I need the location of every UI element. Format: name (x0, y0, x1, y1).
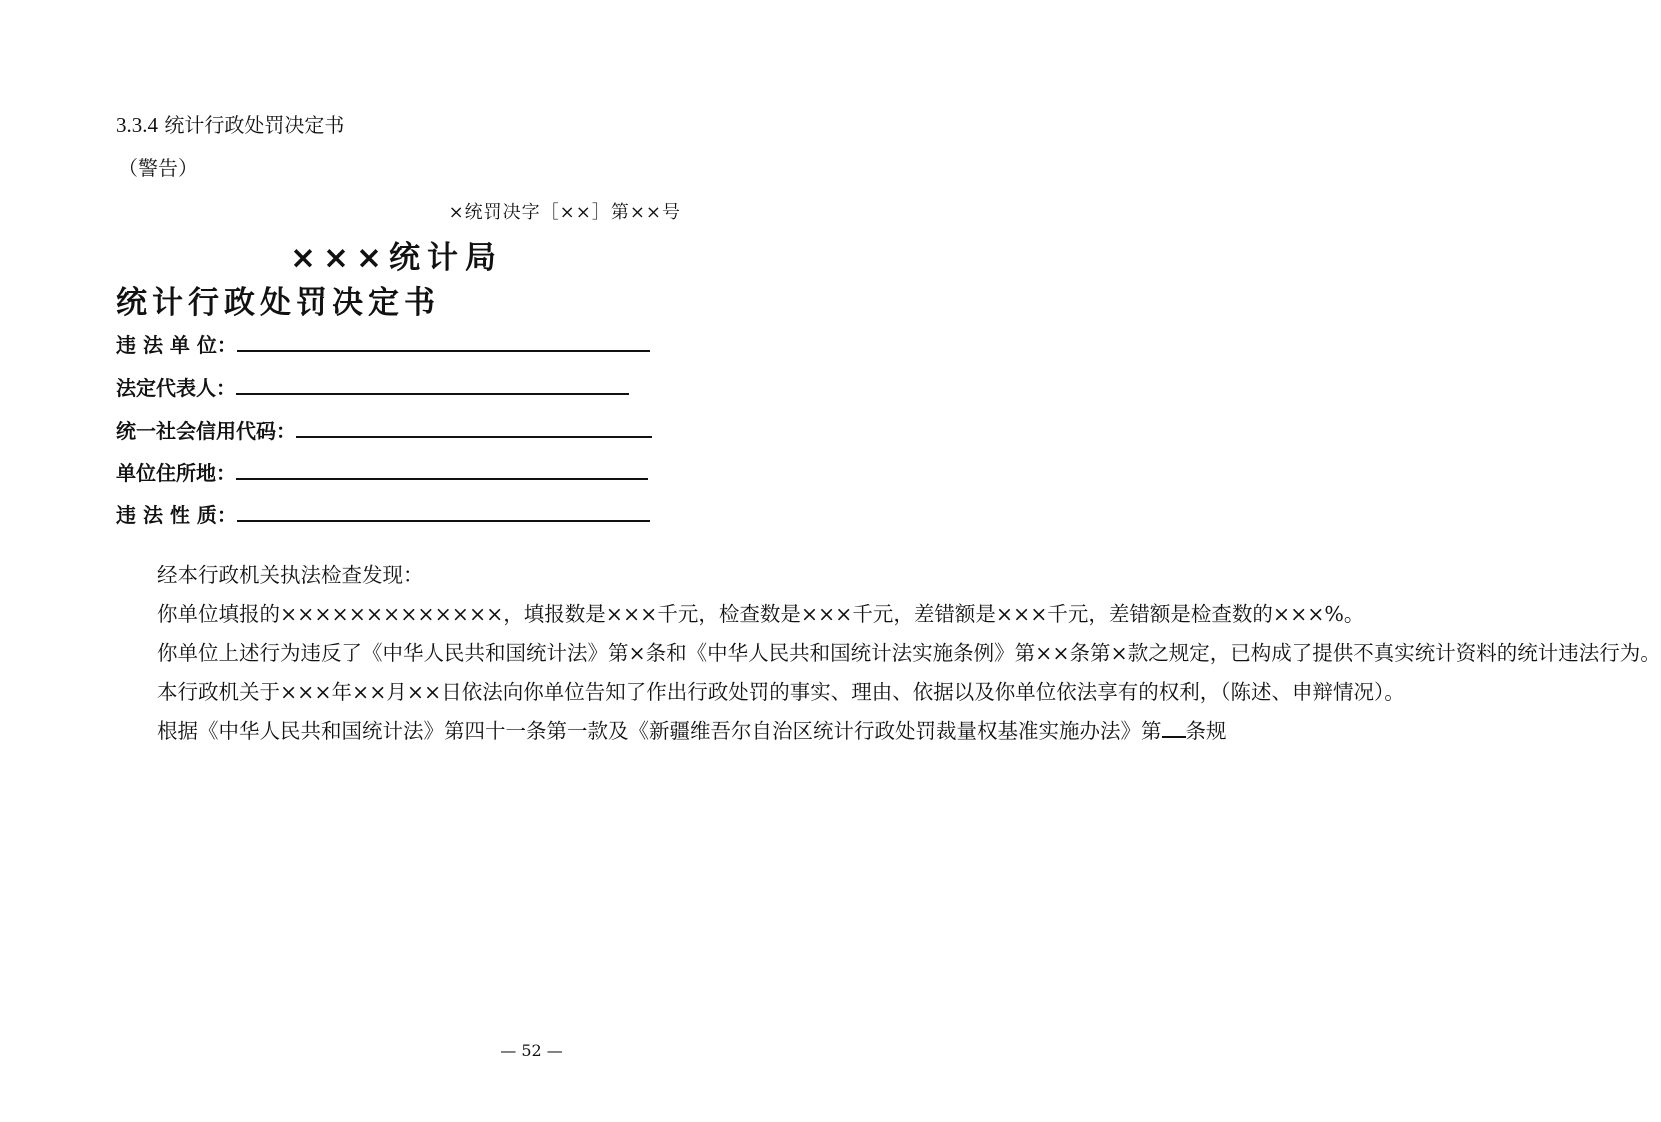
fill-in-line (236, 393, 629, 395)
field-violation-nature (116, 498, 650, 528)
warning-subnote: （警告） (118, 156, 198, 180)
field-unit-address (116, 456, 648, 486)
document-title: 统计行政处罚决定书 (116, 285, 440, 321)
legal-basis-text-cont: 条规 (1185, 719, 1227, 743)
fill-in-line (237, 520, 650, 522)
document-number: ×统罚决字［××］第××号 (448, 202, 681, 223)
body-paragraph-legal-basis (116, 712, 1227, 751)
field-label: 违 法 单 位： (116, 333, 237, 357)
body-paragraph-findings: 你单位填报的×××××××××××××，填报数是×××千元，检查数是×××千元，差错额是×××千元，差错额是检查数的×××%。 (157, 602, 1365, 626)
field-label: 违 法 性 质： (116, 503, 237, 527)
fill-in-line (296, 436, 652, 438)
section-heading (116, 109, 344, 138)
legal-basis-text: 根据《中华人民共和国统计法》第四十一条第一款及《新疆维吾尔自治区统计行政处罚裁量权基准实施办法》第 (157, 719, 1162, 743)
fill-in-blank (1162, 718, 1186, 738)
field-label: 法定代表人： (116, 376, 236, 400)
fill-in-line (237, 350, 650, 352)
section-title: 统计行政处罚决定书 (164, 113, 345, 137)
decision-body (116, 556, 1661, 751)
field-label: 统一社会信用代码： (116, 419, 296, 443)
section-number: 3.3.4 (116, 113, 158, 137)
fill-in-line (236, 478, 648, 480)
page-number: — 52 — (500, 1041, 563, 1060)
field-violating-unit (116, 328, 650, 358)
body-paragraph-violation: 你单位上述行为违反了《中华人民共和国统计法》第×条和《中华人民共和国统计法实施条例》第××条第×款之规定，已构成了提供不真实统计资料的统计违法行为。 (157, 641, 1661, 665)
body-paragraph-notification: 本行政机关于×××年××月××日依法向你单位告知了作出行政处罚的事实、理由、依据以及你单位依法享有的权利，（陈述、申辩情况）。 (157, 680, 1405, 704)
field-credit-code (116, 414, 652, 444)
field-label: 单位住所地： (116, 461, 236, 485)
issuing-agency: ×××统计局 (290, 240, 503, 276)
body-paragraph-findings-intro: 经本行政机关执法检查发现： (157, 563, 424, 587)
field-legal-representative (116, 371, 629, 401)
